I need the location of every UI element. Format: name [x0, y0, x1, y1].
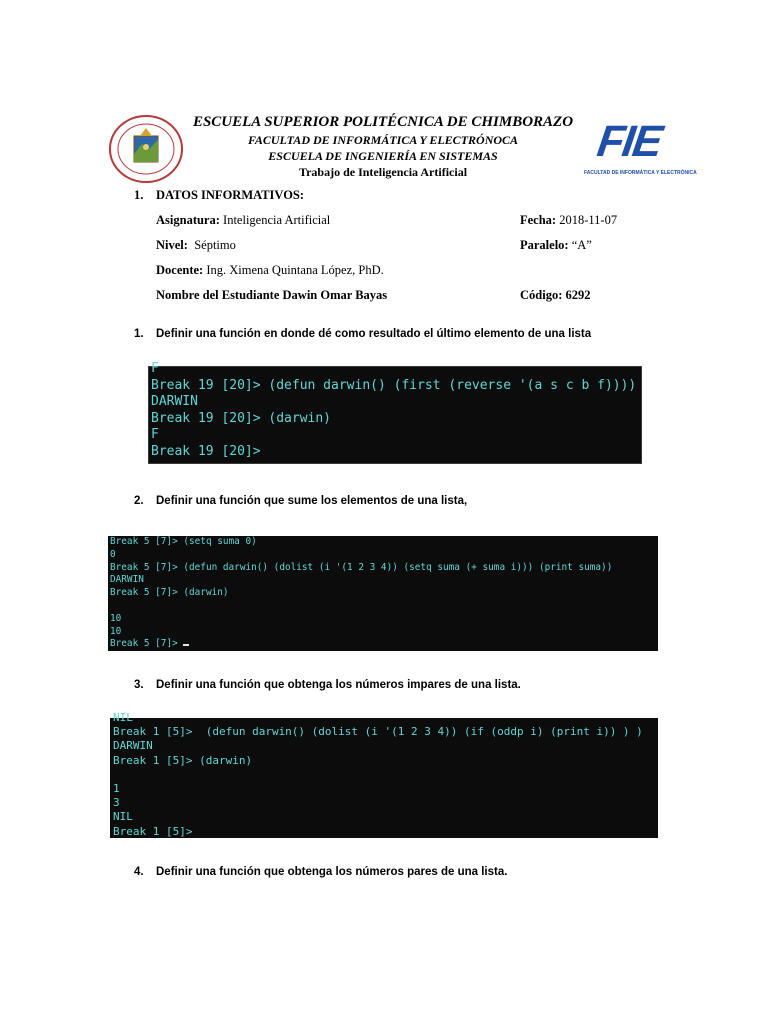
asignatura-label: Asignatura: [156, 213, 220, 227]
estudiante-row [156, 288, 387, 303]
terminal-line: DARWIN [113, 739, 153, 753]
terminal-line: Break 5 [7]> (darwin) [110, 587, 229, 599]
question-number: 1. [134, 328, 144, 340]
terminal-screenshot-1 [148, 361, 642, 464]
paralelo-label: Paralelo: [520, 238, 569, 252]
fie-logo-mark: FIE [594, 117, 664, 166]
terminal-cursor [183, 644, 189, 646]
terminal-line: Break 5 [7]> (defun darwin() (dolist (i '(1 2 3 4)) (setq suma (+ suma i))) (print suma)) [110, 561, 613, 573]
section-heading [134, 188, 304, 203]
section-number: 1. [134, 188, 144, 202]
terminal-line: Break 5 [7]> (setq suma 0) [110, 536, 257, 547]
fie-logo-caption: FACULTAD DE INFORMÁTICA Y ELECTRÓNICA [584, 170, 697, 176]
terminal-line: Break 5 [7]> [110, 638, 184, 650]
fecha-label: Fecha: [520, 213, 557, 227]
codigo-value: 6292 [565, 288, 591, 302]
codigo-label: Código: [520, 288, 563, 302]
question-number: 3. [134, 679, 144, 691]
terminal-line: Break 19 [20]> (defun darwin() (first (reverse '(a s c b f)))) [151, 377, 637, 393]
question-text: Definir una función que obtenga los números impares de una lista. [156, 679, 521, 691]
terminal-line [113, 768, 658, 782]
terminal-line: 1 [113, 782, 120, 796]
estudiante-value: Dawin Omar Bayas [282, 288, 388, 302]
question-2 [134, 495, 467, 507]
question-1 [134, 328, 591, 340]
paralelo-row [520, 238, 592, 253]
nivel-row [156, 238, 236, 253]
question-number: 2. [134, 495, 144, 507]
terminal-line: Break 19 [20]> [151, 443, 261, 459]
terminal-screenshot-3 [110, 711, 658, 838]
question-3 [134, 679, 521, 691]
docente-row [156, 263, 384, 278]
question-text: Definir una función que sume los elementos de una lista, [156, 495, 468, 507]
terminal-line: Break 1 [5]> [113, 824, 193, 838]
fecha-row [520, 213, 617, 228]
terminal-line: 10 [110, 612, 122, 624]
question-4 [134, 866, 507, 878]
estudiante-label: Nombre del Estudiante [156, 288, 280, 302]
terminal-line: F [151, 361, 159, 376]
nivel-value: Séptimo [194, 238, 236, 252]
question-number: 4. [134, 866, 144, 878]
faculty-name: FACULTAD DE INFORMÁTICA Y ELECTRÓNOCA [247, 133, 519, 147]
question-text: Definir una función que obtenga los números pares de una lista. [156, 866, 508, 878]
terminal-line: 3 [113, 796, 120, 810]
terminal-line: F [151, 427, 159, 443]
fie-logo [584, 117, 697, 184]
terminal-line: DARWIN [110, 574, 144, 586]
school-name: ESCUELA DE INGENIERÍA EN SISTEMAS [268, 149, 498, 163]
terminal-line: 0 [110, 548, 116, 560]
asignatura-value: Inteligencia Artificial [223, 213, 331, 227]
docente-value: Ing. Ximena Quintana López, PhD. [206, 263, 384, 277]
question-text: Definir una función en donde dé como resultado el último elemento de una lista [156, 328, 592, 340]
nivel-label: Nivel: [156, 238, 188, 252]
section-title: DATOS INFORMATIVOS: [156, 188, 305, 202]
terminal-line: Break 1 [5]> (defun darwin() (dolist (i '(1 2 3 4)) (if (oddp i) (print i)) ) ) [113, 725, 643, 739]
codigo-row [520, 288, 591, 303]
espoch-seal-logo [108, 114, 184, 184]
terminal-line: NIL [113, 711, 133, 724]
terminal-prompt-line [110, 638, 658, 651]
document-header [190, 113, 576, 180]
assignment-title: Trabajo de Inteligencia Artificial [298, 165, 468, 179]
docente-label: Docente: [156, 263, 204, 277]
fecha-value: 2018-11-07 [559, 213, 618, 227]
terminal-line: Break 19 [20]> (darwin) [151, 410, 332, 426]
paralelo-value: “A” [571, 238, 592, 252]
terminal-screenshot-2 [108, 536, 658, 651]
institution-name: ESCUELA SUPERIOR POLITÉCNICA DE CHIMBORAZO [192, 114, 574, 130]
terminal-line [110, 600, 658, 613]
asignatura-row [156, 213, 330, 228]
terminal-line: DARWIN [151, 394, 198, 410]
terminal-line: Break 1 [5]> (darwin) [113, 753, 253, 767]
terminal-line: NIL [113, 810, 133, 824]
terminal-line: 10 [110, 625, 122, 637]
